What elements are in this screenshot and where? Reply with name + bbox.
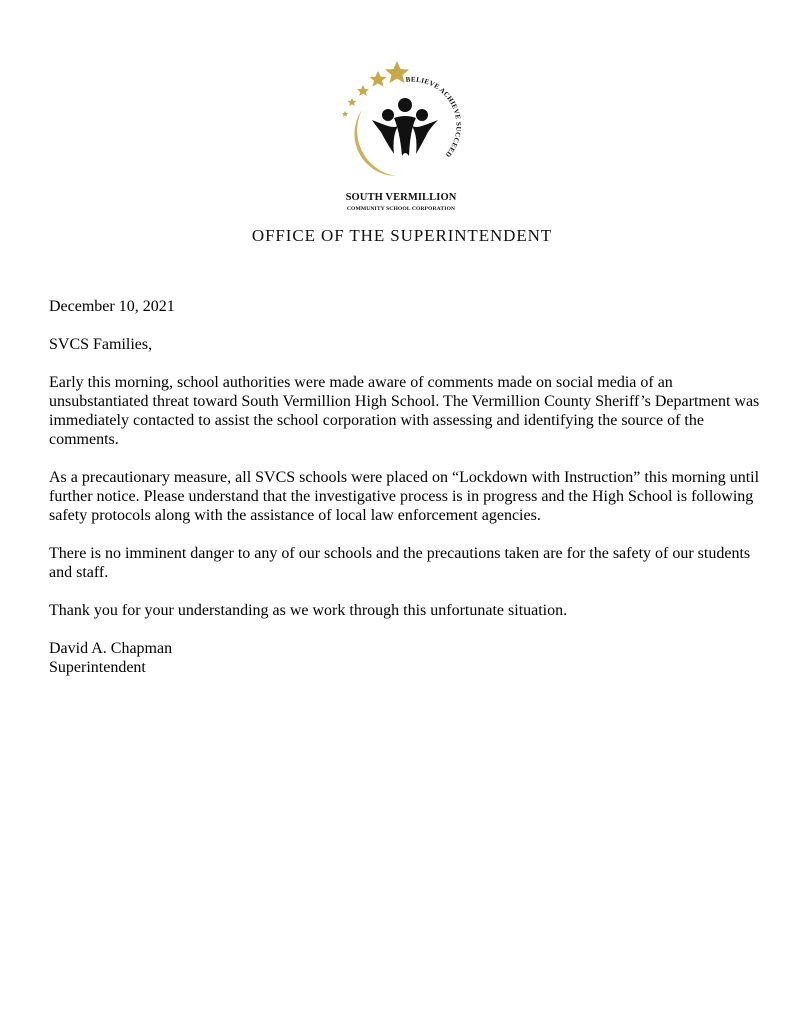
logo-organization-name: SOUTH VERMILLION xyxy=(345,192,457,203)
letter-paragraph: There is no imminent danger to any of our schools and the precautions taken are for the safety of our students and staff. xyxy=(49,545,751,581)
signature-title: Superintendent xyxy=(49,659,146,676)
logo-word-achieve: ACHIEVE xyxy=(437,85,463,121)
letter-body xyxy=(49,297,761,677)
office-title: OFFICE OF THE SUPERINTENDENT xyxy=(251,226,553,245)
logo-organization-subtitle: COMMUNITY SCHOOL CORPORATION xyxy=(346,206,456,212)
letter-paragraph: As a precautionary measure, all SVCS schools were placed on “Lockdown with Instruction” this morning until further notice. Please understand that the investigative process is in progress and the High School is following safety protocols along with the assistance of local law enforcement agencies. xyxy=(49,469,760,524)
logo-motto xyxy=(336,58,466,192)
letter-salutation: SVCS Families, xyxy=(49,336,153,353)
svg-text:BELIEVE ACHIEVE SUCCEED xyxy=(405,75,462,158)
letter-date: December 10, 2021 xyxy=(49,298,175,315)
logo-word-believe: BELIEVE xyxy=(405,75,441,92)
school-logo xyxy=(336,58,466,218)
logo-word-succeed: SUCCEED xyxy=(443,121,463,159)
letter-paragraph: Thank you for your understanding as we work through this unfortunate situation. xyxy=(49,602,568,619)
letter-paragraph: Early this morning, school authorities were made aware of comments made on social media of an unsubstantiated threat toward South Vermillion High School. The Vermillion County Sheriff’s Department was immediately contacted to assist the school corporation with assessing and identifying the source of the comments. xyxy=(49,374,760,448)
signature-name: David A. Chapman xyxy=(49,640,173,657)
